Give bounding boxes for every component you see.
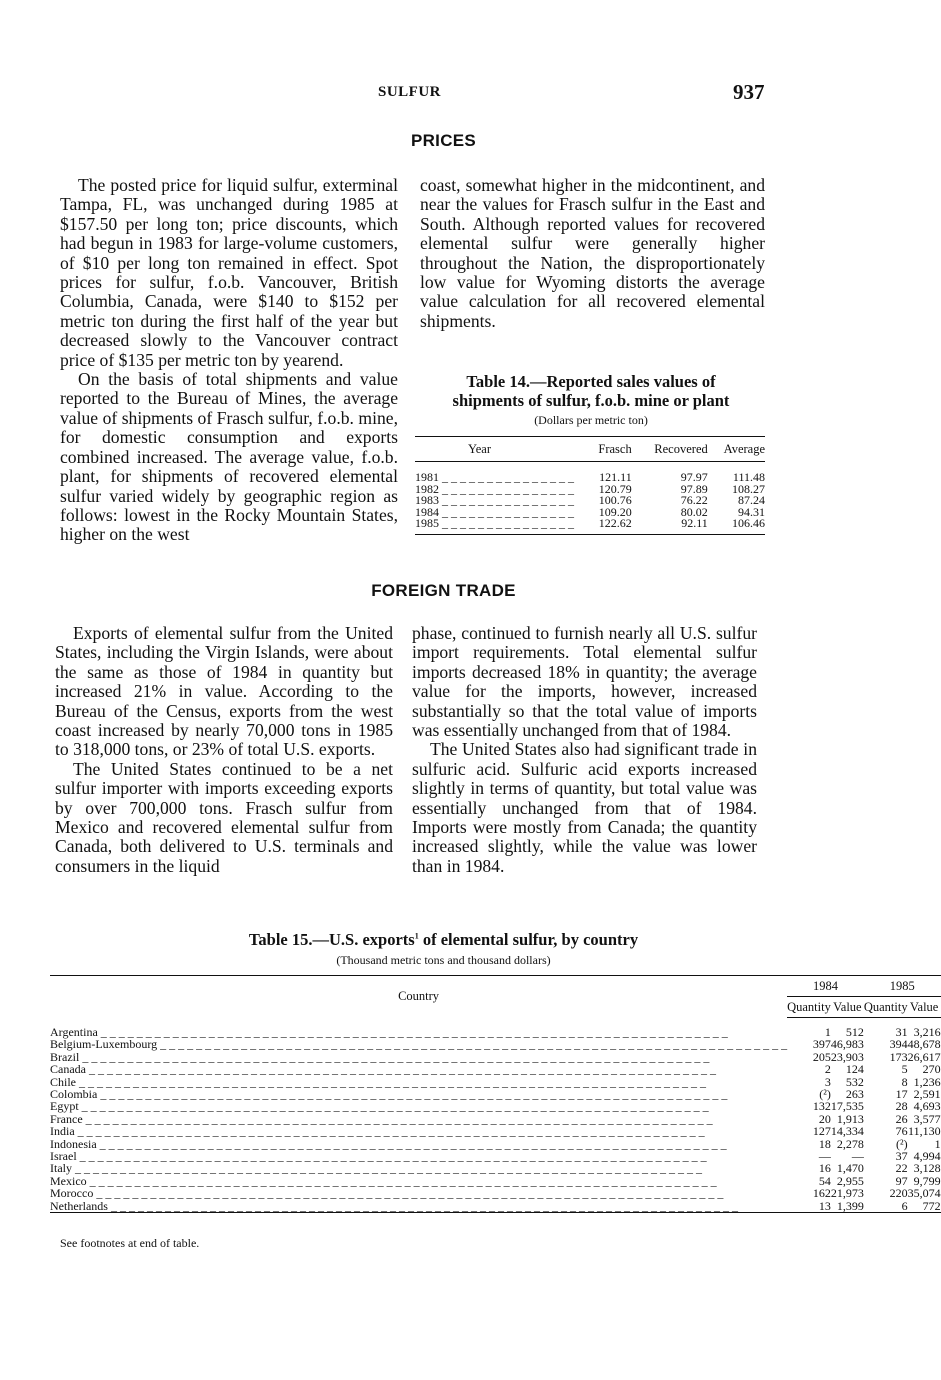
value-1985-cell: 270 xyxy=(922,1062,941,1077)
year-cell: 1984 _ _ _ _ _ _ _ _ _ _ _ _ _ _ _ xyxy=(415,504,574,519)
table15-header-value-1985: Value xyxy=(908,997,941,1018)
quantity-1984-cell: 397 xyxy=(812,1037,831,1052)
section-heading-foreign-trade: FOREIGN TRADE xyxy=(371,581,516,600)
year-cell: 1982 _ _ _ _ _ _ _ _ _ _ _ _ _ _ _ xyxy=(415,481,574,496)
recovered-cell: 97.89 xyxy=(680,481,708,496)
country-cell: Israel _ _ _ _ _ _ _ _ _ _ _ _ _ _ _ _ _ _ _ _ _ _ _ _ _ _ _ _ _ _ _ _ _ _ _ _ _ _ _ _ _ _ _ _ _ _ _ _ _ _ _ _ _ _ _ _ _ _ _ _ _ _ _ _ _ _ _ _ _ _ xyxy=(50,1149,707,1164)
value-1985-cell: 1 xyxy=(934,1136,941,1151)
value-1984-cell: 512 xyxy=(845,1025,864,1039)
table-row xyxy=(415,462,765,484)
quantity-1985-cell: 6 xyxy=(901,1198,908,1213)
table15-header-1984: 1984 xyxy=(787,976,864,997)
country-cell: Brazil _ _ _ _ _ _ _ _ _ _ _ _ _ _ _ _ _ _ _ _ _ _ _ _ _ _ _ _ _ _ _ _ _ _ _ _ _ _ _ _ _ _ _ _ _ _ _ _ _ _ _ _ _ _ _ _ _ _ _ _ _ _ _ _ _ _ _ _ _ _ xyxy=(50,1049,710,1064)
value-1985-cell: 48,678 xyxy=(907,1037,941,1052)
prices-paragraph-2: On the basis of total shipments and value reported to the Bureau of Mines, the average value of shipments of Frasch sulfur, f.o.b. mine, for domestic consumption and exports combined increased. The average value, f.o.b. plant, for shipments of recovered elemental sulfur varied widely by geographic region as follows: lowest in the Rocky Mountain States, higher on the west xyxy=(60,369,398,545)
table15-title-rest: of elemental sulfur, by country xyxy=(418,930,639,949)
foreign-trade-column-left xyxy=(55,624,393,876)
country-cell: Argentina _ _ _ _ _ _ _ _ _ _ _ _ _ _ _ _ _ _ _ _ _ _ _ _ _ _ _ _ _ _ _ _ _ _ _ _ _ _ _ _ _ _ _ _ _ _ _ _ _ _ _ _ _ _ _ _ _ _ _ _ _ _ _ _ _ _ _ _ _ _ xyxy=(50,1024,728,1039)
table15-header-1985: 1985 xyxy=(864,976,941,997)
foreign-trade-paragraph-1: Exports of elemental sulfur from the United States, including the Virgin Islands, were about the same as those of 1984 in quantity but increased 21% in value. According to the Bureau of the Census, exports from the west coast increased by nearly 70,000 tons in 1985 to 318,000 tons, or 23% of total U.S. exports. xyxy=(55,623,393,760)
quantity-1984-cell: (²) xyxy=(819,1087,831,1102)
table15-footnote: See footnotes at end of table. xyxy=(60,1236,200,1250)
average-cell: 87.24 xyxy=(738,493,765,508)
frasch-cell: 120.79 xyxy=(598,481,632,496)
value-1985-cell: 2,591 xyxy=(913,1087,941,1102)
quantity-1985-cell: 22 xyxy=(895,1161,908,1176)
quantity-1984-cell: 132 xyxy=(812,1099,831,1114)
country-cell: Morocco _ _ _ _ _ _ _ _ _ _ _ _ _ _ _ _ _ _ _ _ _ _ _ _ _ _ _ _ _ _ _ _ _ _ _ _ _ _ _ _ _ _ _ _ _ _ _ _ _ _ _ _ _ _ _ _ _ _ _ _ _ _ _ _ _ _ _ _ _ _ xyxy=(50,1186,724,1201)
table-row xyxy=(50,1018,941,1039)
table15-title-footnote-mark: 1 xyxy=(414,931,419,941)
section-heading-prices: PRICES xyxy=(410,131,477,150)
value-1985-cell: 35,074 xyxy=(907,1186,941,1201)
prices-paragraph-3: coast, somewhat higher in the midcontinent, and near the values for Frasch sulfur in the East and South. Although reported values for recovered elemental sulfur were generally higher throughout the Nation, the disproportionately low value for Wyoming distorts the average value calculation for all recovered elemental shipments. xyxy=(420,175,765,331)
table14-units: (Dollars per metric ton) xyxy=(534,413,648,427)
foreign-trade-paragraph-3: phase, continued to furnish nearly all U.S. sulfur import requirements. Total elemental sulfur imports decreased 18% in quantity; the average value for the imports, however, increased substantially so that the total value of imports was essentially unchanged from that of 1984. xyxy=(412,623,757,741)
value-1984-cell: 23,903 xyxy=(830,1049,864,1064)
value-1984-cell: 1,470 xyxy=(836,1161,864,1176)
value-1985-cell: 4,693 xyxy=(913,1099,941,1114)
country-cell: Netherlands _ _ _ _ _ _ _ _ _ _ _ _ _ _ _ _ _ _ _ _ _ _ _ _ _ _ _ _ _ _ _ _ _ _ _ _ _ _ _ _ _ _ _ _ _ _ _ _ _ _ _ _ _ _ _ _ _ _ _ _ _ _ _ _ _ _ _ _ _ _ xyxy=(50,1198,738,1213)
country-cell: France _ _ _ _ _ _ _ _ _ _ _ _ _ _ _ _ _ _ _ _ _ _ _ _ _ _ _ _ _ _ _ _ _ _ _ _ _ _ _ _ _ _ _ _ _ _ _ _ _ _ _ _ _ _ _ _ _ _ _ _ _ _ _ _ _ _ _ _ _ _ xyxy=(50,1111,713,1126)
country-cell: Egypt _ _ _ _ _ _ _ _ _ _ _ _ _ _ _ _ _ _ _ _ _ _ _ _ _ _ _ _ _ _ _ _ _ _ _ _ _ _ _ _ _ _ _ _ _ _ _ _ _ _ _ _ _ _ _ _ _ _ _ _ _ _ _ _ _ _ _ _ _ _ xyxy=(50,1099,709,1114)
running-head xyxy=(0,82,887,106)
table15-units: (Thousand metric tons and thousand dollars) xyxy=(336,953,551,967)
quantity-1984-cell: 205 xyxy=(812,1049,831,1064)
table15-title xyxy=(0,930,887,950)
table-row xyxy=(415,518,765,534)
value-1985-cell: 26,617 xyxy=(907,1049,941,1064)
page-number: 937 xyxy=(733,80,765,104)
table-row xyxy=(50,1125,941,1137)
prices-paragraph-1: The posted price for liquid sulfur, exterminal Tampa, FL, was unchanged during 1985 at $157.50 per long ton; price discounts, which had begun in 1983 for large-volume customers, of $10 per long ton remained in effect. Spot prices for sulfur, f.o.b. Vancouver, British Columbia, Canada, were $140 to $152 per metric ton during the first half of the year but decreased slowly to the Vancouver contract price of $135 per metric ton by yearend. xyxy=(60,175,398,370)
quantity-1985-cell: 394 xyxy=(889,1037,908,1052)
quantity-1984-cell: 18 xyxy=(818,1136,831,1151)
value-1984-cell: 1,913 xyxy=(836,1111,864,1126)
quantity-1984-cell: 20 xyxy=(818,1111,831,1126)
quantity-1984-cell: 2 xyxy=(824,1062,831,1077)
quantity-1985-cell: 5 xyxy=(901,1062,908,1077)
recovered-cell: 92.11 xyxy=(681,516,708,531)
running-head-title: SULFUR xyxy=(378,84,442,100)
table14-header-average: Average xyxy=(708,437,765,462)
prices-column-right xyxy=(420,176,765,331)
quantity-1984-cell: 162 xyxy=(812,1186,831,1201)
table-row xyxy=(50,1100,941,1112)
country-cell: Belgium-Luxembourg _ _ _ _ _ _ _ _ _ _ _ _ _ _ _ _ _ _ _ _ _ _ _ _ _ _ _ _ _ _ _ _ _ _ _ _ _ _ _ _ _ _ _ _ _ _ _ _ _ _ _ _ _ _ _ _ _ _ _ _ _ _ _ _ _ _ _ _ _ _ xyxy=(50,1037,788,1052)
foreign-trade-column-right xyxy=(412,624,757,876)
quantity-1985-cell: 173 xyxy=(889,1049,908,1064)
table15-title-main: Table 15.—U.S. exports xyxy=(248,930,415,949)
table-row xyxy=(50,1162,941,1174)
frasch-cell: 122.62 xyxy=(598,516,632,531)
frasch-cell: 121.11 xyxy=(599,470,632,484)
value-1985-cell: 1,236 xyxy=(913,1074,941,1089)
value-1984-cell: 21,973 xyxy=(830,1186,864,1201)
table14-header-frasch: Frasch xyxy=(574,437,632,462)
quantity-1984-cell: 54 xyxy=(818,1173,831,1188)
table15 xyxy=(50,975,941,1213)
recovered-cell: 76.22 xyxy=(680,493,708,508)
value-1985-cell: 11,130 xyxy=(908,1124,941,1139)
table-row xyxy=(50,1200,941,1213)
table14-header-year: Year xyxy=(415,437,574,462)
value-1984-cell: 46,983 xyxy=(830,1037,864,1052)
value-1985-cell: 4,994 xyxy=(913,1149,941,1164)
table15-header-quantity-1984: Quantity xyxy=(787,997,831,1018)
value-1984-cell: 263 xyxy=(845,1087,864,1102)
table15-year-row xyxy=(50,976,941,997)
year-cell: 1983 _ _ _ _ _ _ _ _ _ _ _ _ _ _ _ xyxy=(415,493,574,508)
country-cell: Colombia _ _ _ _ _ _ _ _ _ _ _ _ _ _ _ _ _ _ _ _ _ _ _ _ _ _ _ _ _ _ _ _ _ _ _ _ _ _ _ _ _ _ _ _ _ _ _ _ _ _ _ _ _ _ _ _ _ _ _ _ _ _ _ _ _ _ _ _ _ _ xyxy=(50,1087,728,1102)
table15-header-country: Country xyxy=(398,989,440,1004)
quantity-1985-cell: 8 xyxy=(901,1074,908,1089)
table-row xyxy=(50,1063,941,1075)
average-cell: 94.31 xyxy=(738,504,765,519)
value-1984-cell: 14,334 xyxy=(830,1124,864,1139)
value-1985-cell: 772 xyxy=(922,1198,941,1213)
table14-title xyxy=(415,372,767,410)
quantity-1985-cell: (²) xyxy=(896,1136,908,1151)
quantity-1984-cell: — xyxy=(818,1149,831,1164)
table-row xyxy=(50,1187,941,1199)
country-cell: Mexico _ _ _ _ _ _ _ _ _ _ _ _ _ _ _ _ _ _ _ _ _ _ _ _ _ _ _ _ _ _ _ _ _ _ _ _ _ _ _ _ _ _ _ _ _ _ _ _ _ _ _ _ _ _ _ _ _ _ _ _ _ _ _ _ _ _ _ _ _ _ xyxy=(50,1173,717,1188)
table15-header-value-1984: Value xyxy=(831,997,864,1018)
recovered-cell: 97.97 xyxy=(680,470,708,484)
table14 xyxy=(415,436,765,535)
value-1984-cell: 124 xyxy=(845,1062,864,1077)
value-1985-cell: 3,128 xyxy=(913,1161,941,1176)
value-1984-cell: 1,399 xyxy=(836,1198,864,1213)
country-cell: Chile _ _ _ _ _ _ _ _ _ _ _ _ _ _ _ _ _ _ _ _ _ _ _ _ _ _ _ _ _ _ _ _ _ _ _ _ _ _ _ _ _ _ _ _ _ _ _ _ _ _ _ _ _ _ _ _ _ _ _ _ _ _ _ _ _ _ _ _ _ _ xyxy=(50,1074,706,1089)
quantity-1985-cell: 28 xyxy=(895,1099,908,1114)
quantity-1985-cell: 26 xyxy=(895,1111,908,1126)
value-1985-cell: 3,577 xyxy=(913,1111,941,1126)
quantity-1985-cell: 97 xyxy=(895,1173,908,1188)
quantity-1984-cell: 1 xyxy=(824,1025,831,1039)
country-cell: Italy _ _ _ _ _ _ _ _ _ _ _ _ _ _ _ _ _ _ _ _ _ _ _ _ _ _ _ _ _ _ _ _ _ _ _ _ _ _ _ _ _ _ _ _ _ _ _ _ _ _ _ _ _ _ _ _ _ _ _ _ _ _ _ _ _ _ _ _ _ _ xyxy=(50,1161,702,1176)
quantity-1984-cell: 13 xyxy=(818,1198,831,1213)
frasch-cell: 100.76 xyxy=(598,493,632,508)
quantity-1985-cell: 220 xyxy=(889,1186,908,1201)
year-cell: 1981 _ _ _ _ _ _ _ _ _ _ _ _ _ _ _ xyxy=(415,470,574,484)
prices-column-left xyxy=(60,176,398,545)
quantity-1985-cell: 17 xyxy=(895,1087,908,1102)
quantity-1985-cell: 37 xyxy=(895,1149,908,1164)
table14-title-line1: Table 14.—Reported sales values of xyxy=(466,372,716,391)
average-cell: 111.48 xyxy=(732,470,765,484)
value-1984-cell: — xyxy=(851,1149,864,1164)
value-1984-cell: 2,955 xyxy=(836,1173,864,1188)
average-cell: 108.27 xyxy=(732,481,765,496)
country-cell: Canada _ _ _ _ _ _ _ _ _ _ _ _ _ _ _ _ _ _ _ _ _ _ _ _ _ _ _ _ _ _ _ _ _ _ _ _ _ _ _ _ _ _ _ _ _ _ _ _ _ _ _ _ _ _ _ _ _ _ _ _ _ _ _ _ _ _ _ _ _ _ xyxy=(50,1062,716,1077)
value-1984-cell: 532 xyxy=(845,1074,864,1089)
foreign-trade-paragraph-2: The United States continued to be a net sulfur importer with imports exceeding exports by over 700,000 tons. Frasch sulfur from Mexico and recovered elemental sulfur from Canada, both delivered to U.S. terminals and consumers in the liquid xyxy=(55,758,393,876)
recovered-cell: 80.02 xyxy=(680,504,708,519)
year-cell: 1985 _ _ _ _ _ _ _ _ _ _ _ _ _ _ _ xyxy=(415,516,574,531)
value-1984-cell: 17,535 xyxy=(830,1099,864,1114)
quantity-1984-cell: 127 xyxy=(812,1124,831,1139)
country-cell: India _ _ _ _ _ _ _ _ _ _ _ _ _ _ _ _ _ _ _ _ _ _ _ _ _ _ _ _ _ _ _ _ _ _ _ _ _ _ _ _ _ _ _ _ _ _ _ _ _ _ _ _ _ _ _ _ _ _ _ _ _ _ _ _ _ _ _ _ _ _ xyxy=(50,1124,705,1139)
table14-header-recovered: Recovered xyxy=(632,437,708,462)
frasch-cell: 109.20 xyxy=(598,504,632,519)
quantity-1985-cell: 31 xyxy=(895,1025,908,1039)
average-cell: 106.46 xyxy=(732,516,765,531)
quantity-1985-cell: 76 xyxy=(895,1124,908,1139)
value-1985-cell: 3,216 xyxy=(913,1025,941,1039)
value-1984-cell: 2,278 xyxy=(836,1136,864,1151)
quantity-1984-cell: 16 xyxy=(818,1161,831,1176)
table15-header-quantity-1985: Quantity xyxy=(864,997,908,1018)
table-row xyxy=(50,1038,941,1050)
table14-header-row xyxy=(415,437,765,462)
country-cell: Indonesia _ _ _ _ _ _ _ _ _ _ _ _ _ _ _ _ _ _ _ _ _ _ _ _ _ _ _ _ _ _ _ _ _ _ _ _ _ _ _ _ _ _ _ _ _ _ _ _ _ _ _ _ _ _ _ _ _ _ _ _ _ _ _ _ _ _ _ _ _ _ xyxy=(50,1136,727,1151)
quantity-1984-cell: 3 xyxy=(824,1074,831,1089)
foreign-trade-paragraph-4: The United States also had significant trade in sulfuric acid. Sulfuric acid exports increased slightly in terms of quantity, but total value was essentially unchanged from that of 1984. Imports were mostly from Canada; the quantity increased slightly, while the value was lower than in 1984. xyxy=(412,739,757,876)
value-1985-cell: 9,799 xyxy=(913,1173,941,1188)
table14-title-line2: shipments of sulfur, f.o.b. mine or plant xyxy=(452,391,730,410)
